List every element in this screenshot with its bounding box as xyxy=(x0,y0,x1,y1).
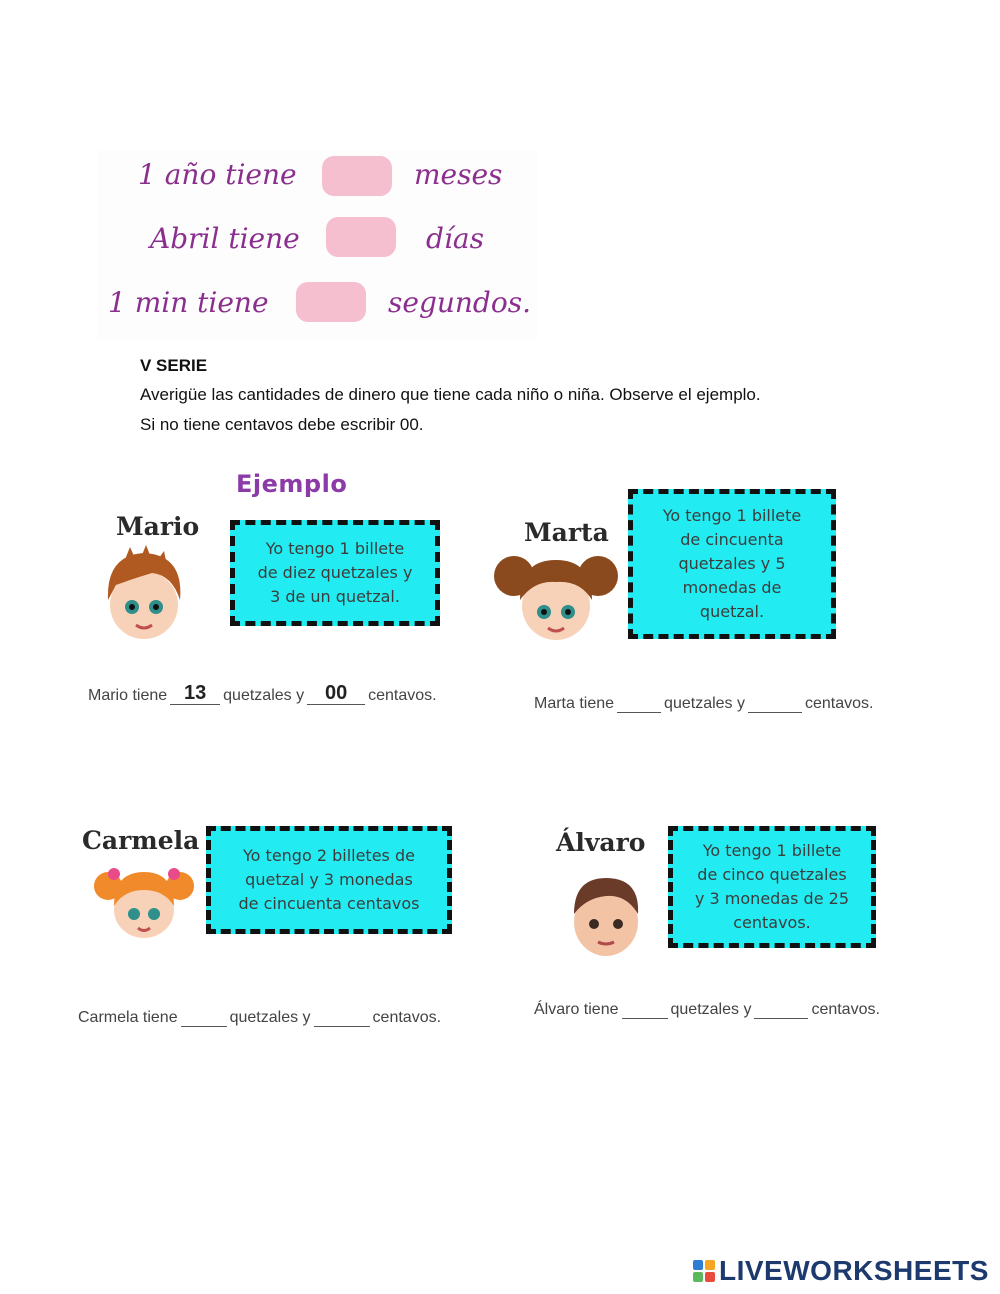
kid-name-mario: Mario xyxy=(116,512,200,541)
serie-title: V SERIE xyxy=(140,356,208,375)
example-label: Ejemplo xyxy=(236,470,348,498)
answer-suffix-carmela: centavos. xyxy=(372,1009,442,1026)
answer-prefix-carmela: Carmela tiene xyxy=(78,1009,178,1026)
liveworksheets-logo xyxy=(693,1255,989,1287)
quetzales-input-carmela[interactable] xyxy=(181,1006,227,1027)
q1-prefix: 1 año tiene xyxy=(138,158,297,191)
answer-suffix-marta: centavos. xyxy=(804,695,874,712)
centavos-input-alvaro[interactable] xyxy=(754,998,808,1019)
answer-line-alvaro xyxy=(534,998,880,1019)
q2-prefix: Abril tiene xyxy=(150,222,300,255)
q2-answer-box[interactable] xyxy=(326,217,396,257)
kid-name-alvaro: Álvaro xyxy=(556,828,646,857)
q1-suffix: meses xyxy=(414,158,503,191)
q2-suffix: días xyxy=(426,222,484,255)
answer-suffix-mario: centavos. xyxy=(368,687,437,704)
kid-name-carmela: Carmela xyxy=(82,826,200,855)
q1-answer-box[interactable] xyxy=(322,156,392,196)
brand-name: LIVEWORKSHEETS xyxy=(719,1255,989,1286)
instruction-line-1: Averigüe las cantidades de dinero que tiene cada niño o niña. Observe el ejemplo. xyxy=(140,385,761,404)
quetzales-answer-mario: 13 xyxy=(170,684,220,705)
alvaro-face-icon xyxy=(566,874,646,958)
speech-bubble-marta: Yo tengo 1 billete de cincuenta quetzales y 5 monedas de quetzal. xyxy=(628,489,836,639)
centavos-input-carmela[interactable] xyxy=(314,1006,370,1027)
marta-face-icon xyxy=(494,540,618,648)
centavos-answer-mario: 00 xyxy=(307,684,365,705)
kid-name-marta: Marta xyxy=(524,518,609,547)
answer-line-marta xyxy=(534,692,873,713)
answer-line-carmela xyxy=(78,1006,441,1027)
q3-suffix: segundos. xyxy=(388,286,531,319)
answer-middle-alvaro: quetzales y xyxy=(670,1001,752,1018)
instruction-line-2: Si no tiene centavos debe escribir 00. xyxy=(140,415,424,434)
speech-bubble-mario: Yo tengo 1 billete de diez quetzales y 3 de un quetzal. xyxy=(230,520,440,626)
liveworksheets-logo-icon xyxy=(693,1260,715,1282)
carmela-face-icon xyxy=(94,860,194,942)
answer-suffix-alvaro: centavos. xyxy=(811,1001,880,1018)
answer-prefix-alvaro: Álvaro tiene xyxy=(534,1001,619,1018)
q3-answer-box[interactable] xyxy=(296,282,366,322)
q3-prefix: 1 min tiene xyxy=(108,286,269,319)
quetzales-input-marta[interactable] xyxy=(617,692,661,713)
speech-bubble-carmela: Yo tengo 2 billetes de quetzal y 3 monedas de cincuenta centavos xyxy=(206,826,452,934)
answer-middle-marta: quetzales y xyxy=(664,695,745,712)
quetzales-input-alvaro[interactable] xyxy=(622,998,668,1019)
answer-middle-mario: quetzales y xyxy=(223,687,305,704)
answer-middle-carmela: quetzales y xyxy=(229,1009,311,1026)
centavos-input-marta[interactable] xyxy=(748,692,802,713)
answer-line-mario xyxy=(88,684,437,705)
mario-face-icon xyxy=(102,545,186,645)
speech-bubble-alvaro: Yo tengo 1 billete de cinco quetzales y 3 monedas de 25 centavos. xyxy=(668,826,876,948)
answer-prefix-mario: Mario tiene xyxy=(88,687,168,704)
answer-prefix-marta: Marta tiene xyxy=(534,695,615,712)
